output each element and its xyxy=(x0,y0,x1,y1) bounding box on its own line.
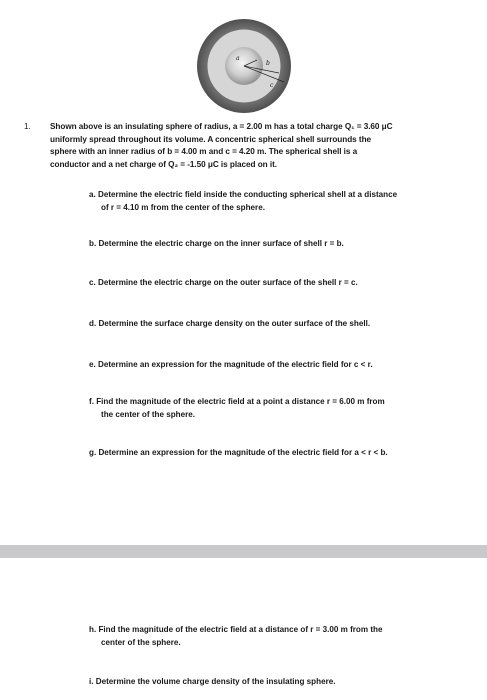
concentric-sphere-diagram xyxy=(196,18,292,114)
problem-line-2: uniformly spread throughout its volume. A concentric spherical shell surrounds the xyxy=(50,134,372,144)
part-c-line-1: c. Determine the electric charge on the outer surface of the shell r = c. xyxy=(89,278,358,287)
part-h-line-2: center of the sphere. xyxy=(101,637,181,647)
label-c: c xyxy=(270,82,274,89)
page-divider-band xyxy=(0,545,487,558)
part-a xyxy=(89,189,449,214)
part-i-line-1: i. Determine the volume charge density of the insulating sphere. xyxy=(89,677,336,686)
part-d-line-1: d. Determine the surface charge density on the outer surface of the shell. xyxy=(89,319,371,328)
problem-line-1: Shown above is an insulating sphere of radius, a = 2.00 m has a total charge Q₁ = 3.60 μC xyxy=(50,122,393,131)
part-h-line-1: h. Find the magnitude of the electric field at a distance of r = 3.00 m from the xyxy=(89,625,383,634)
label-b: b xyxy=(266,60,270,67)
part-a-line-2: of r = 4.10 m from the center of the sphere. xyxy=(101,202,265,212)
part-d xyxy=(89,318,449,331)
part-f xyxy=(89,396,449,421)
part-i xyxy=(89,676,449,689)
part-e xyxy=(89,359,449,372)
part-e-line-1: e. Determine an expression for the magnitude of the electric field for c < r. xyxy=(89,360,373,369)
part-h xyxy=(89,624,449,649)
label-a: a xyxy=(236,55,240,62)
part-f-line-2: the center of the sphere. xyxy=(101,409,195,419)
problem-text xyxy=(50,121,444,171)
part-f-line-1: f. Find the magnitude of the electric field at a point a distance r = 6.00 m from xyxy=(89,397,385,406)
part-g xyxy=(89,447,449,460)
part-b-line-1: b. Determine the electric charge on the inner surface of shell r = b. xyxy=(89,239,344,248)
problem-number: 1. xyxy=(24,122,31,131)
sphere-figure-svg xyxy=(196,18,292,114)
problem-statement xyxy=(24,121,444,171)
part-c xyxy=(89,277,449,290)
part-b xyxy=(89,238,449,251)
part-g-line-1: g. Determine an expression for the magnitude of the electric field for a < r < b. xyxy=(89,448,388,457)
problem-line-3: sphere with an inner radius of b = 4.00 m and c = 4.20 m. The spherical shell is a xyxy=(50,147,358,156)
problem-line-4: conductor and a net charge of Q₂ = -1.50 μC is placed on it. xyxy=(50,159,277,169)
part-a-line-1: a. Determine the electric field inside the conducting spherical shell at a distance xyxy=(89,190,398,199)
